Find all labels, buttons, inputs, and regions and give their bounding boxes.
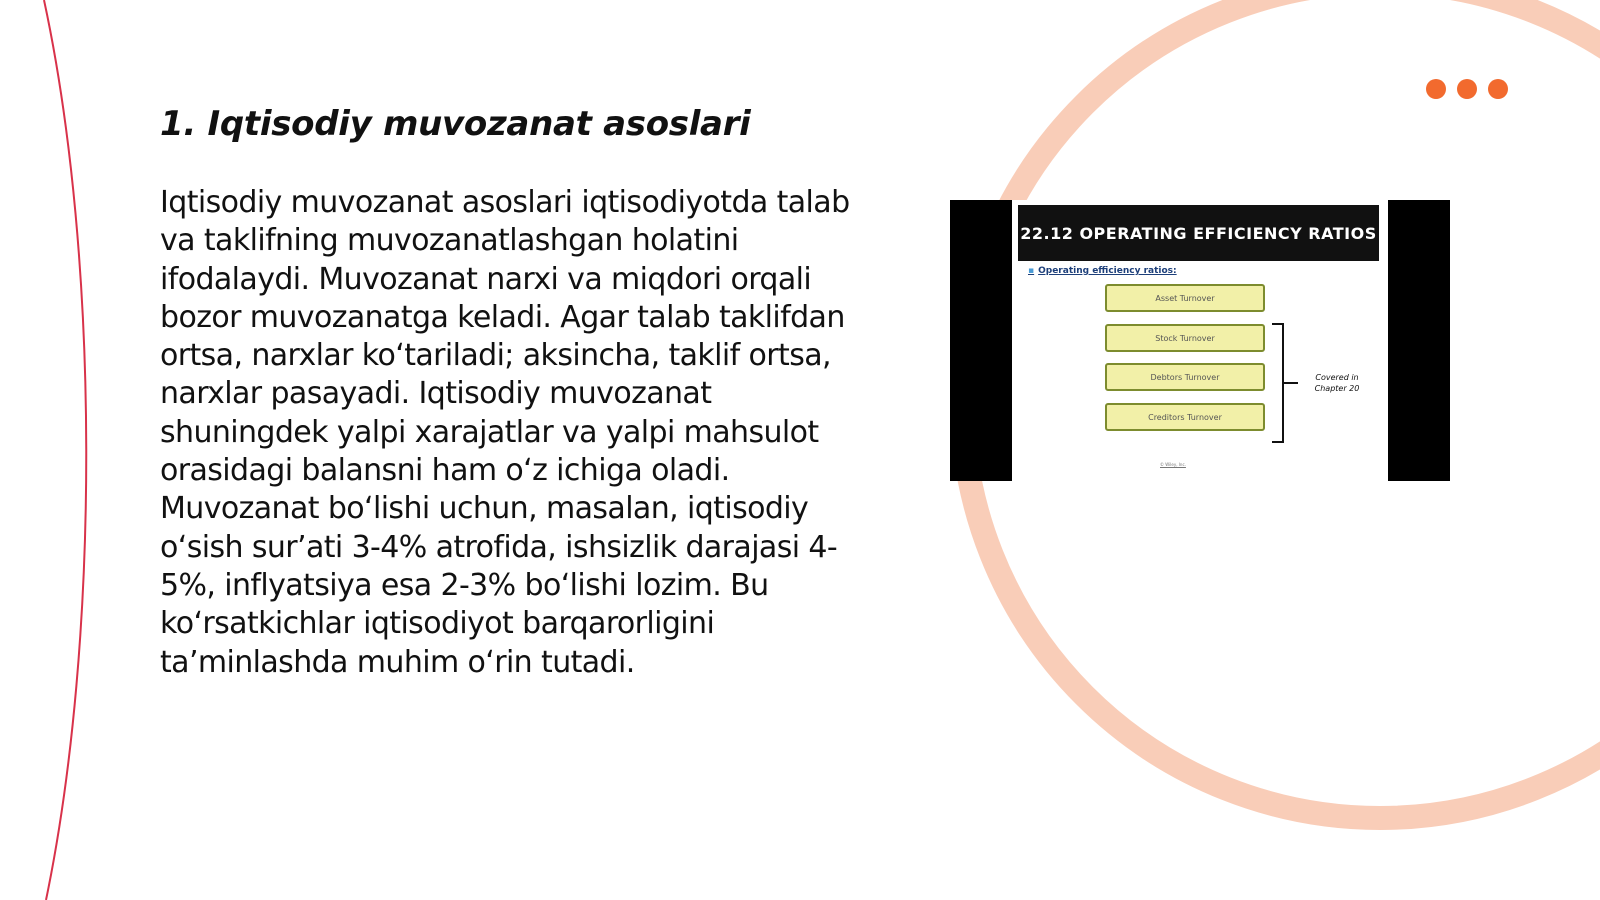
covered-note: Covered in Chapter 20 bbox=[1314, 373, 1360, 393]
page-title: 1. Iqtisodiy muvozanat asoslari bbox=[160, 104, 751, 144]
bracket-tick bbox=[1284, 382, 1298, 384]
slide-content bbox=[1012, 200, 1388, 481]
ratio-box: Stock Turnover bbox=[1105, 324, 1265, 352]
bracket bbox=[1272, 323, 1284, 443]
slide-footnote: © Wiley, Inc. bbox=[1160, 462, 1186, 467]
dot bbox=[1488, 79, 1508, 99]
three-dots-icon bbox=[1426, 79, 1508, 99]
bullet-icon: ▪ bbox=[1028, 266, 1035, 276]
ratio-box: Debtors Turnover bbox=[1105, 363, 1265, 391]
ratio-box: Creditors Turnover bbox=[1105, 403, 1265, 431]
body-paragraph: Iqtisodiy muvozanat asoslari iqtisodiyotda talab va taklifning muvozanatlashgan holatini ifodalaydi. Muvozanat narxi va miqdori orqali bozor muvozanatga keladi. Agar talab taklifdan ortsa, narxlar koʻtariladi; aksincha, taklif ortsa, narxlar pasayadi. Iqtisodiy muvozanat shuningdek yalpi xarajatlar va yalpi mahsulot orasidagi balansni ham oʻz ichiga oladi. Muvozanat boʻlishi uchun, masalan, iqtisodiy oʻsish surʼati 3-4% atrofida, ishsizlik darajasi 4-5%, inflyatsiya esa 2-3% boʻlishi lozim. Bu koʻrsatkichlar iqtisodiyot barqarorligini taʼminlashda muhim oʻrin tutadi. bbox=[160, 185, 850, 680]
left-red-curve bbox=[44, 0, 86, 900]
dot bbox=[1457, 79, 1477, 99]
slide-header: 22.12 OPERATING EFFICIENCY RATIOS bbox=[1018, 205, 1379, 261]
slide-subtitle bbox=[1028, 266, 1177, 276]
ratio-box: Asset Turnover bbox=[1105, 284, 1265, 312]
slide-subtitle-text: Operating efficiency ratios: bbox=[1038, 266, 1177, 276]
dot bbox=[1426, 79, 1446, 99]
slide-image bbox=[950, 200, 1450, 481]
